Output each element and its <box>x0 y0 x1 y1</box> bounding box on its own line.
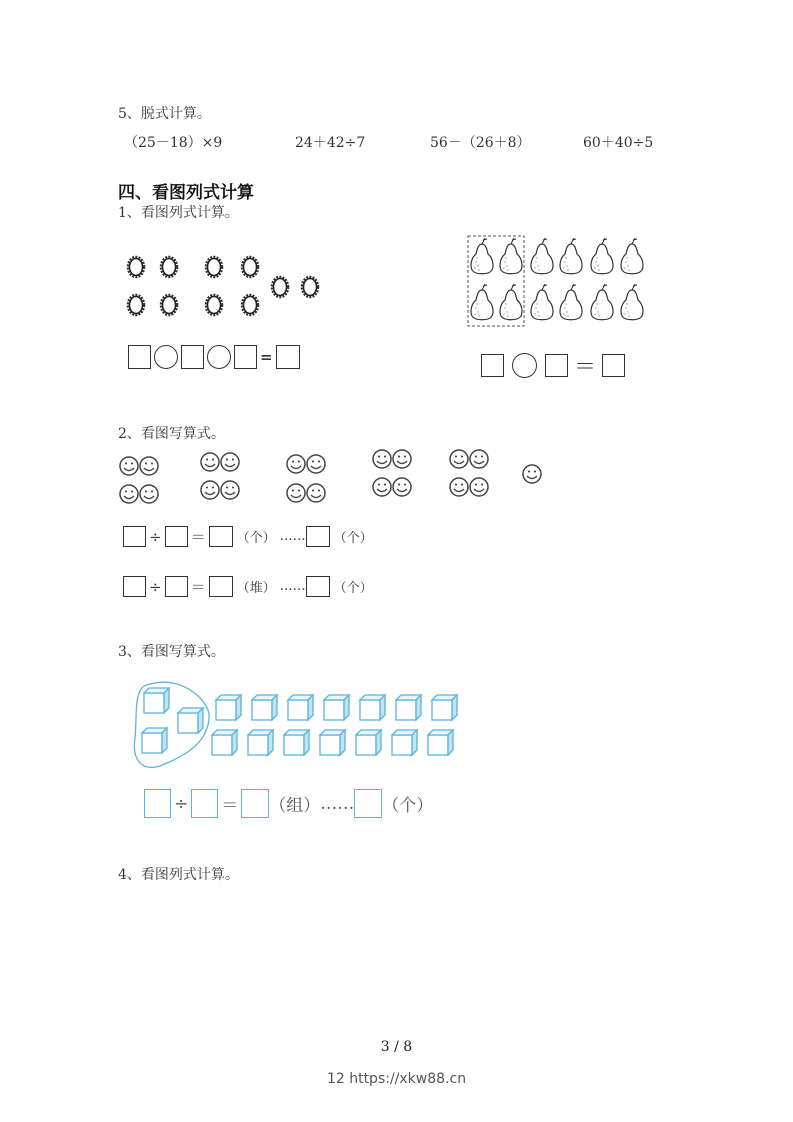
divide-sign: ÷ <box>149 527 162 546</box>
footer-url: 12 https://xkw88.cn <box>326 1071 467 1087</box>
equals-sign: ＝ <box>190 528 206 546</box>
operator-circle[interactable] <box>154 345 178 369</box>
expression-4: 60＋40÷5 <box>583 135 654 151</box>
q2-equation-2 <box>123 576 377 597</box>
answer-box[interactable] <box>144 789 171 818</box>
answer-box[interactable] <box>191 789 218 818</box>
question-4-title: 4、看图列式计算。 <box>118 867 239 883</box>
question-3-title: 3、看图写算式。 <box>118 644 225 660</box>
unit-label: （个） <box>333 581 373 596</box>
divide-sign: ÷ <box>149 577 162 596</box>
answer-box[interactable] <box>128 345 151 369</box>
spiky-circles-picture <box>118 250 328 325</box>
answer-box[interactable] <box>481 354 504 377</box>
answer-box[interactable] <box>234 345 257 369</box>
answer-box[interactable] <box>545 354 568 377</box>
answer-box[interactable] <box>354 789 382 818</box>
answer-box[interactable] <box>306 526 330 547</box>
answer-box[interactable] <box>165 576 188 597</box>
unit-label: （个） <box>333 531 373 546</box>
equals-sign: ＝ <box>221 796 239 816</box>
answer-box[interactable] <box>241 789 269 818</box>
answer-box[interactable] <box>276 345 300 369</box>
q1-left-equation <box>128 345 300 369</box>
q3-equation <box>144 789 433 818</box>
remainder-dots: …… <box>279 529 306 544</box>
answer-box[interactable] <box>165 526 188 547</box>
operator-circle[interactable] <box>512 353 537 378</box>
q2-equation-1 <box>123 526 377 547</box>
unit-label: （个） <box>382 796 434 816</box>
operator-circle[interactable] <box>207 345 231 369</box>
equals-sign: ＝ <box>574 355 597 380</box>
answer-box[interactable] <box>123 526 146 547</box>
smiley-faces-picture <box>115 446 555 511</box>
answer-box[interactable] <box>306 576 330 597</box>
divide-sign: ÷ <box>174 793 189 814</box>
question-1-title: 1、看图列式计算。 <box>118 205 239 221</box>
cubes-picture <box>130 678 475 773</box>
expression-3: 56－（26＋8） <box>430 135 531 151</box>
question-5-title: 5、脱式计算。 <box>118 106 211 122</box>
remainder-dots: …… <box>279 579 306 594</box>
q1-right-equation <box>481 350 625 381</box>
answer-box[interactable] <box>181 345 204 369</box>
expression-2: 24＋42÷7 <box>295 135 366 151</box>
equals-sign: ＝ <box>190 578 206 596</box>
answer-box[interactable] <box>123 576 146 597</box>
equals-sign: = <box>260 348 273 366</box>
unit-label: （组） <box>269 796 321 816</box>
page-number: 3 / 8 <box>380 1039 413 1055</box>
answer-box[interactable] <box>209 526 233 547</box>
answer-box[interactable] <box>602 354 625 377</box>
unit-label: （堆） <box>236 581 276 596</box>
unit-label: （个） <box>236 531 276 546</box>
answer-box[interactable] <box>209 576 233 597</box>
expression-1: （25－18）×9 <box>124 135 223 151</box>
remainder-dots: …… <box>320 793 355 814</box>
section-title: 四、看图列式计算 <box>118 183 254 203</box>
question-2-title: 2、看图写算式。 <box>118 426 225 442</box>
pears-picture <box>466 234 651 329</box>
